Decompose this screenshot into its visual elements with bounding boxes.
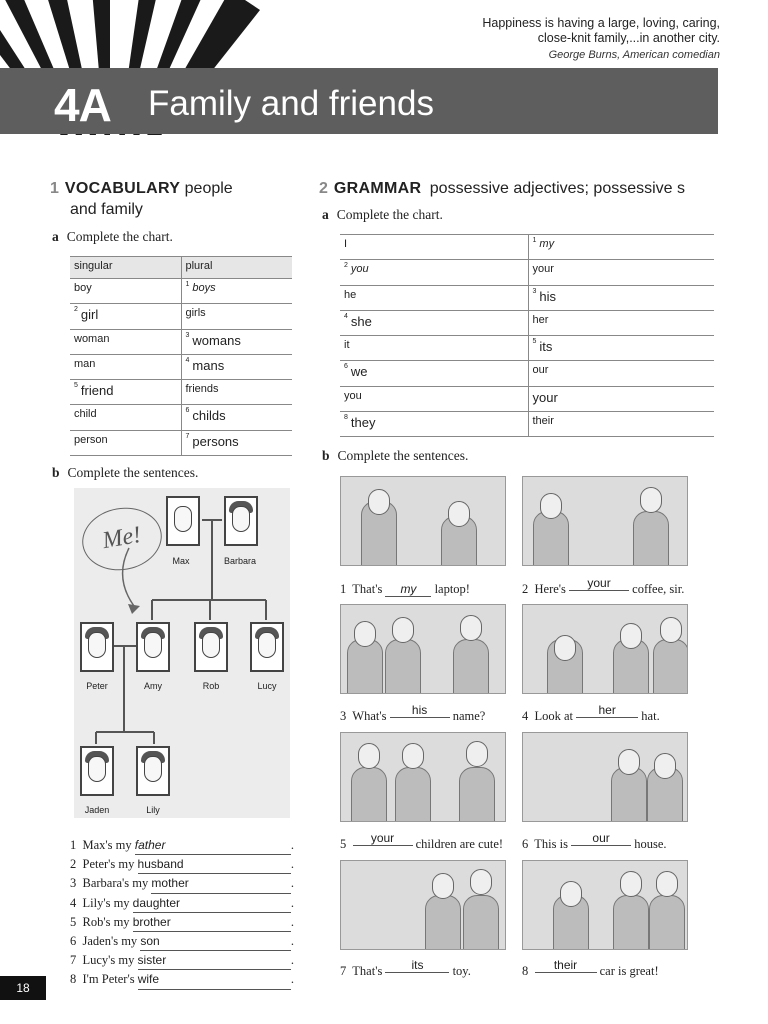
quote-line-2: close-knit family,...in another city. xyxy=(537,31,720,45)
picture-3 xyxy=(340,604,506,694)
portrait-peter xyxy=(80,622,114,672)
name-barbara: Barbara xyxy=(223,556,257,566)
cell: friends xyxy=(181,380,292,405)
answer-blank[interactable]: daughter xyxy=(133,894,291,913)
list-item: 1 Max's my father . xyxy=(70,836,294,855)
name-peter: Peter xyxy=(86,681,108,691)
cell: your xyxy=(528,260,714,285)
caption-8: 8 their car is great! xyxy=(522,958,659,978)
vocabulary-heading xyxy=(50,178,280,220)
picture-5 xyxy=(340,732,506,822)
vocabulary-chart xyxy=(70,256,292,456)
answer-cell[interactable]: your xyxy=(528,386,714,411)
picture-7 xyxy=(340,860,506,950)
unit-number: 4A xyxy=(54,79,111,131)
portrait-lily xyxy=(136,746,170,796)
part-letter: b xyxy=(52,465,60,480)
vocab-sentences xyxy=(70,836,294,990)
section-keyword: VOCABULARY xyxy=(64,180,181,197)
cell: our xyxy=(528,361,714,386)
cell: $^1$ boys xyxy=(181,279,292,304)
answer-blank[interactable]: my xyxy=(385,582,431,597)
caption-2: 2 Here's your coffee, sir. xyxy=(522,576,685,596)
cell: girls xyxy=(181,304,292,329)
answer-blank[interactable]: her xyxy=(576,703,638,718)
table-row xyxy=(340,260,714,285)
answer-blank[interactable]: your xyxy=(569,576,629,591)
table-row xyxy=(340,361,714,386)
list-item: 5 Rob's my brother . xyxy=(70,913,294,932)
portrait-barbara xyxy=(224,496,258,546)
name-jaden: Jaden xyxy=(84,805,110,815)
part-letter: a xyxy=(322,207,329,222)
unit-title: Family and friends xyxy=(148,84,434,123)
table-row xyxy=(340,285,714,310)
table-row xyxy=(70,279,292,304)
part-letter: a xyxy=(52,229,59,244)
picture-8 xyxy=(522,860,688,950)
answer-blank[interactable]: son xyxy=(140,932,291,951)
table-row xyxy=(340,386,714,411)
caption-4: 4 Look at her hat. xyxy=(522,703,660,723)
table-row xyxy=(340,336,714,361)
answer-cell[interactable]: $^2$ girl xyxy=(70,304,181,329)
instruction-text: Complete the sentences. xyxy=(337,448,469,463)
answer-blank[interactable]: mother xyxy=(151,874,290,893)
cell: it xyxy=(340,336,528,361)
me-label: Me! xyxy=(77,502,167,577)
table-row xyxy=(340,235,714,260)
name-max: Max xyxy=(172,556,190,566)
list-item: 3 Barbara's my mother . xyxy=(70,874,294,893)
instruction-text: Complete the sentences. xyxy=(67,465,199,480)
family-tree-illustration xyxy=(74,488,290,818)
table-row xyxy=(340,310,714,335)
portrait-max xyxy=(166,496,200,546)
answer-blank[interactable]: their xyxy=(535,958,597,973)
answer-cell[interactable]: $^6$ we xyxy=(340,361,528,386)
table-row xyxy=(70,430,292,455)
list-item: 8 I'm Peter's wife . xyxy=(70,970,294,989)
cell: man xyxy=(70,354,181,379)
answer-blank[interactable]: your xyxy=(353,831,413,846)
caption-3: 3 What's his name? xyxy=(340,703,486,723)
instruction-text: Complete the chart. xyxy=(66,229,173,244)
vocab-instruction-b xyxy=(52,465,198,481)
answer-cell[interactable]: $^4$ she xyxy=(340,310,528,335)
caption-5: 5 your children are cute! xyxy=(340,831,504,851)
vocab-instruction-a xyxy=(52,229,173,245)
list-item: 6 Jaden's my son . xyxy=(70,932,294,951)
section-topic: possessive adjectives; possessive s xyxy=(429,180,686,197)
section-topic-2: and family xyxy=(70,201,143,218)
cell: woman xyxy=(70,329,181,354)
cell: $^1$ my xyxy=(528,235,714,260)
cell: boy xyxy=(70,279,181,304)
table-row xyxy=(70,380,292,405)
cell: their xyxy=(528,412,714,437)
answer-cell[interactable]: $^5$ friend xyxy=(70,380,181,405)
answer-cell[interactable]: $^3$ womans xyxy=(181,329,292,354)
instruction-text: Complete the chart. xyxy=(336,207,443,222)
answer-blank[interactable]: its xyxy=(385,958,449,973)
grammar-instruction-b xyxy=(322,448,468,464)
picture-1 xyxy=(340,476,506,566)
cell: you xyxy=(340,386,528,411)
answer-cell[interactable]: $^3$ his xyxy=(528,285,714,310)
answer-blank[interactable]: wife xyxy=(138,970,291,989)
cell: child xyxy=(70,405,181,430)
quote-line-1: Happiness is having a large, loving, caring, xyxy=(482,16,720,30)
section-keyword: GRAMMAR xyxy=(333,180,422,197)
answer-blank[interactable]: our xyxy=(571,831,631,846)
cell: person xyxy=(70,430,181,455)
portrait-lucy xyxy=(250,622,284,672)
caption-6: 6 This is our house. xyxy=(522,831,667,851)
answer-cell[interactable]: $^4$ mans xyxy=(181,354,292,379)
portrait-amy xyxy=(136,622,170,672)
portrait-rob xyxy=(194,622,228,672)
list-item: 4 Lily's my daughter . xyxy=(70,894,294,913)
answer-cell[interactable]: $^8$ they xyxy=(340,412,528,437)
table-row xyxy=(340,412,714,437)
name-rob: Rob xyxy=(202,681,220,691)
picture-6 xyxy=(522,732,688,822)
cell: her xyxy=(528,310,714,335)
cell: he xyxy=(340,285,528,310)
picture-2 xyxy=(522,476,688,566)
name-amy: Amy xyxy=(144,681,162,691)
portrait-jaden xyxy=(80,746,114,796)
name-lily: Lily xyxy=(146,805,160,815)
answer-cell[interactable]: $^5$ its xyxy=(528,336,714,361)
list-item: 7 Lucy's my sister . xyxy=(70,951,294,970)
possessives-chart xyxy=(340,234,714,437)
grammar-instruction-a xyxy=(322,207,443,223)
answer-blank[interactable]: brother xyxy=(133,913,291,932)
table-row xyxy=(70,329,292,354)
caption-7: 7 That's its toy. xyxy=(340,958,471,978)
table-row xyxy=(70,405,292,430)
section-number: 1 xyxy=(50,180,59,197)
header-singular: singular xyxy=(70,257,181,279)
part-letter: b xyxy=(322,448,330,463)
grammar-heading xyxy=(319,178,719,199)
name-lucy: Lucy xyxy=(257,681,277,691)
answer-blank[interactable]: his xyxy=(390,703,450,718)
answer-blank[interactable]: husband xyxy=(138,855,291,874)
epigraph xyxy=(482,16,720,63)
page-number: 18 xyxy=(0,976,46,1000)
section-number: 2 xyxy=(319,180,328,197)
picture-4 xyxy=(522,604,688,694)
caption-1: 1 That's my laptop! xyxy=(340,582,470,596)
section-topic: people xyxy=(184,180,233,197)
quote-author: George Burns, American comedian xyxy=(548,49,720,61)
answer-cell[interactable]: $^7$ persons xyxy=(181,430,292,455)
answer-cell[interactable]: $^6$ childs xyxy=(181,405,292,430)
table-row xyxy=(70,304,292,329)
header-plural: plural xyxy=(181,257,292,279)
answer-blank[interactable]: father xyxy=(135,836,291,855)
answer-blank[interactable]: sister xyxy=(138,951,291,970)
list-item: 2 Peter's my husband . xyxy=(70,855,294,874)
table-row xyxy=(70,354,292,379)
cell: I xyxy=(340,235,528,260)
cell: $^2$ you xyxy=(340,260,528,285)
